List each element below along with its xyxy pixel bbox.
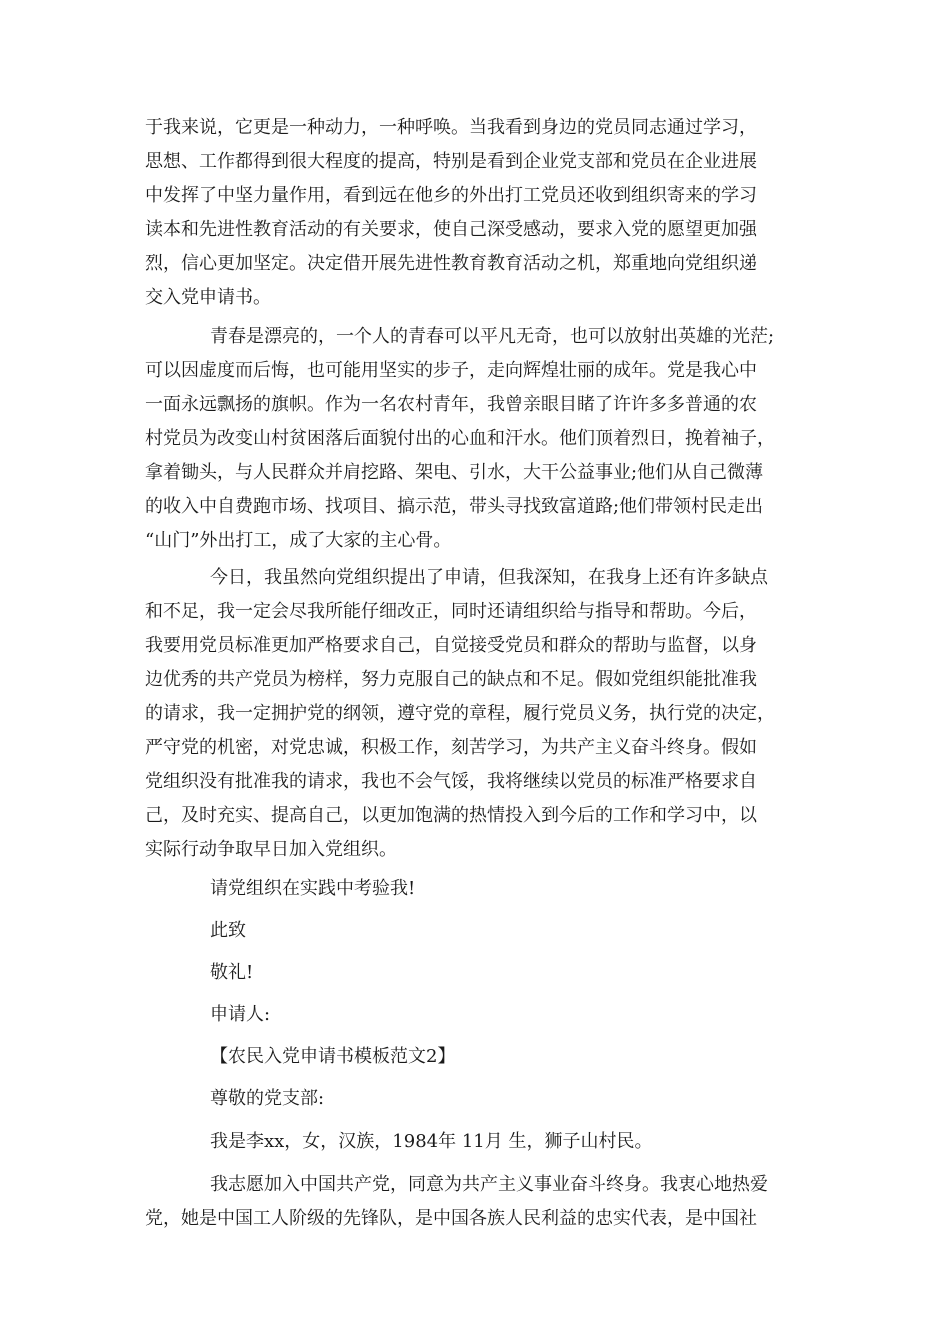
paragraph-final-line-1: 我志愿加入中国共产党，同意为共产主义事业奋斗终身。我衷心地热爱 [210,1174,768,1195]
addressee-line: 尊敬的党支部: [210,1088,325,1109]
paragraph-2-line-4: 村党员为改变山村贫困落后面貌付出的心血和汗水。他们顶着烈日，挽着袖子， [145,428,775,449]
paragraph-1-line-3: 中发挥了中坚力量作用，看到远在他乡的外出打工党员还收到组织寄来的学习 [145,185,757,206]
closing-request-line: 请党组织在实践中考验我! [210,878,416,899]
applicant-label: 申请人: [210,1004,271,1025]
paragraph-1-line-4: 读本和先进性教育活动的有关要求，使自己深受感动，要求入党的愿望更加强 [145,219,757,240]
paragraph-1-line-2: 思想、工作都得到很大程度的提高，特别是看到企业党支部和党员在企业进展 [145,151,757,172]
paragraph-1-line-6: 交入党申请书。 [145,287,271,308]
paragraph-2-line-3: 一面永远飘扬的旗帜。作为一名农村青年，我曾亲眼目睹了许许多多普通的农 [145,394,757,415]
salutation-jingli: 敬礼! [210,962,254,983]
paragraph-3-line-7: 党组织没有批准我的请求，我也不会气馁，我将继续以党员的标准严格要求自 [145,771,757,792]
paragraph-2-line-2: 可以因虚度而后悔，也可能用坚实的步子，走向辉煌壮丽的成年。党是我心中 [145,360,757,381]
paragraph-3-line-4: 边优秀的共产党员为榜样，努力克服自己的缺点和不足。假如党组织能批准我 [145,669,757,690]
salutation-cizhi: 此致 [210,920,246,941]
paragraph-final-line-2: 党，她是中国工人阶级的先锋队，是中国各族人民利益的忠实代表，是中国社 [145,1208,757,1229]
paragraph-1-line-1: 于我来说，它更是一种动力，一种呼唤。当我看到身边的党员同志通过学习， [145,117,757,138]
paragraph-2-line-6: 的收入中自费跑市场、找项目、搞示范，带头寻找致富道路;他们带领村民走出 [145,496,764,517]
paragraph-3-line-5: 的请求，我一定拥护党的纲领，遵守党的章程，履行党员义务，执行党的决定， [145,703,775,724]
paragraph-3-line-1: 今日，我虽然向党组织提出了申请，但我深知，在我身上还有许多缺点 [210,567,768,588]
paragraph-3-line-8: 己，及时充实、提高自己，以更加饱满的热情投入到今后的工作和学习中，以 [145,805,757,826]
paragraph-3-line-2: 和不足，我一定会尽我所能仔细改正，同时还请组织给与指导和帮助。今后， [145,601,757,622]
paragraph-2-line-7: “山门”外出打工，成了大家的主心骨。 [145,530,452,551]
paragraph-3-line-9: 实际行动争取早日加入党组织。 [145,839,397,860]
paragraph-3-line-6: 严守党的机密，对党忠诚，积极工作，刻苦学习，为共产主义奋斗终身。假如 [145,737,757,758]
paragraph-2-line-1: 青春是漂亮的，一个人的青春可以平凡无奇，也可以放射出英雄的光茫; [210,326,775,347]
section-heading: 【农民入党申请书模板范文2】 [210,1046,456,1067]
paragraph-3-line-3: 我要用党员标准更加严格要求自己，自觉接受党员和群众的帮助与监督，以身 [145,635,757,656]
paragraph-2-line-5: 拿着锄头，与人民群众并肩挖路、架电、引水，大干公益事业;他们从自己微薄 [145,462,764,483]
self-introduction-line: 我是李xx，女，汉族，1984年 11月 生，狮子山村民。 [210,1131,653,1152]
paragraph-1-line-5: 烈，信心更加坚定。决定借开展先进性教育教育活动之机，郑重地向党组织递 [145,253,757,274]
